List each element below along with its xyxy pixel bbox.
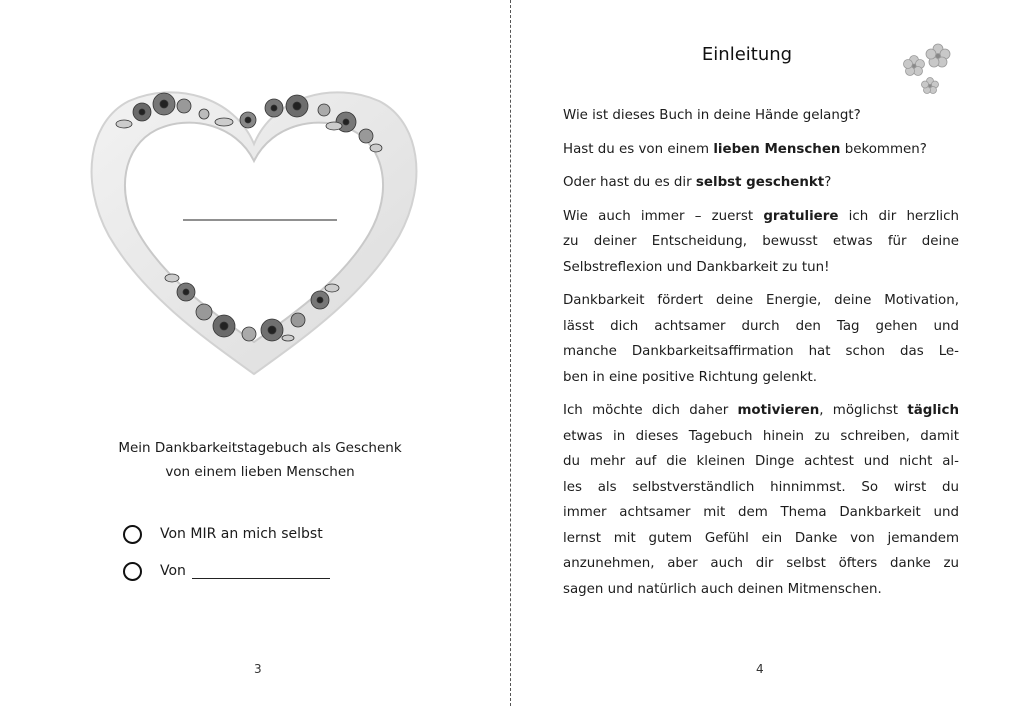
option-from[interactable]	[123, 558, 330, 584]
p5-line-1: Dankbarkeit fördert deine Energie, deine Motivation,	[563, 293, 959, 308]
paragraph-4	[563, 204, 959, 281]
chapter-title: Einleitung	[701, 44, 793, 65]
page-number-left: 3	[254, 662, 262, 676]
p6-line-8: sagen und natürlich auch deinen Mitmenschen.	[563, 581, 882, 597]
p4-line-2: zu deiner Entscheidung, bewusst etwas für deine	[563, 234, 959, 249]
intro-text	[563, 103, 959, 610]
p2-text-a: Hast du es von einem	[563, 141, 714, 157]
p4-l1-c: ich dir herzlich	[838, 208, 959, 224]
p6-bold-1: motivieren	[737, 403, 820, 418]
right-page	[512, 0, 1020, 706]
paragraph-5	[563, 288, 959, 390]
option-self[interactable]	[123, 521, 323, 547]
page-number-right: 4	[756, 662, 764, 676]
p6-line-4: les als selbstverständlich hinnimmst. So wirst du	[563, 479, 959, 495]
dedication-line-2: von einem lieben Menschen	[165, 464, 355, 480]
page-divider	[510, 0, 511, 706]
p5-line-3: manche Dankbarkeitsaffirmation hat schon das Le-	[563, 344, 959, 359]
p6-bold-2: täglich	[907, 403, 959, 418]
p4-line-1	[563, 204, 959, 230]
flower-decoration-icon	[902, 40, 964, 100]
p6-line-6: lernst mit gutem Gefühl ein Danke von jemandem	[563, 530, 959, 546]
paragraph-3	[563, 170, 959, 196]
p6-line-5: immer achtsamer mit dem Thema Dankbarkeit und	[563, 505, 959, 520]
p2-bold: lieben Menschen	[713, 141, 841, 157]
p6-line-2: etwas in dieses Tagebuch hinein zu schreiben, damit	[563, 428, 959, 444]
p6-l1-c: , möglichst	[819, 403, 908, 418]
p6-line-3: du mehr auf die kleinen Dinge achtest und nicht al-	[563, 454, 959, 469]
paragraph-1	[563, 103, 959, 129]
p2-text-c: bekommen?	[840, 141, 927, 157]
p6-line-1	[563, 398, 959, 424]
p3-text-c: ?	[824, 175, 832, 190]
paragraph-6	[563, 398, 959, 602]
p4-line-3: Selbstreflexion und Dankbarkeit zu tun!	[563, 259, 830, 275]
paragraph-2	[563, 137, 959, 163]
p4-bold: gratuliere	[763, 208, 839, 224]
p4-l1-a: Wie auch immer – zuerst	[563, 208, 764, 224]
option-from-label: Von	[160, 563, 186, 579]
option-self-label: Von MIR an mich selbst	[160, 526, 323, 542]
p1-text: Wie ist dieses Buch in deine Hände gelangt?	[563, 108, 861, 123]
p3-text-a: Oder hast du es dir	[563, 175, 696, 190]
p5-line-4: ben in eine positive Richtung gelenkt.	[563, 369, 817, 385]
radio-circle-self[interactable]	[123, 525, 142, 544]
p3-bold: selbst geschenkt	[695, 175, 825, 190]
radio-circle-from[interactable]	[123, 562, 142, 581]
p6-l1-a: Ich möchte dich daher	[563, 403, 738, 418]
dedication-line-1: Mein Dankbarkeitstagebuch als Geschenk	[118, 440, 402, 456]
p5-line-2: lässt dich achtsamer durch den Tag gehen und	[563, 318, 959, 334]
floral-heart-frame	[84, 76, 424, 386]
p6-line-7: anzunehmen, aber auch dir selbst öfters danke zu	[563, 556, 959, 571]
from-blank-line	[192, 564, 330, 579]
